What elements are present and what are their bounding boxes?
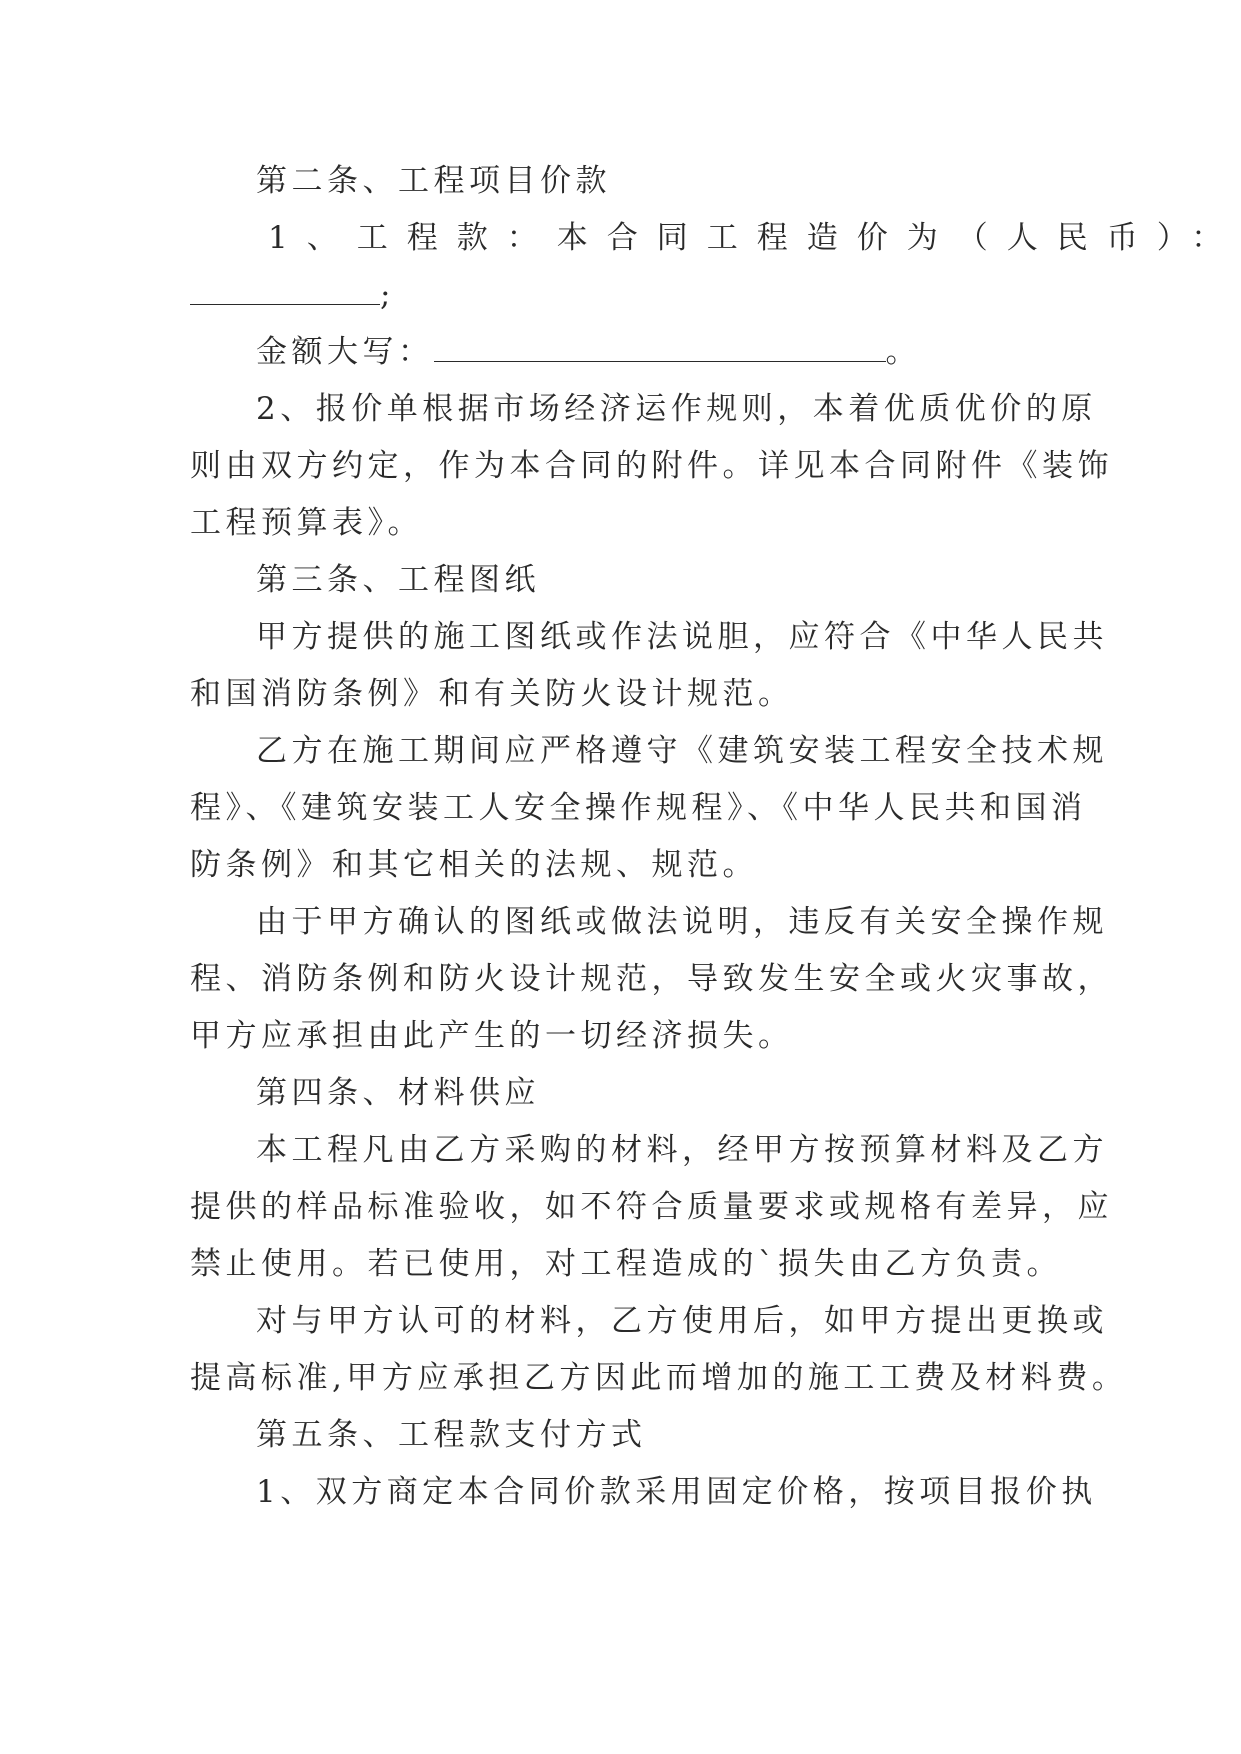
paragraph-line: 程、消防条例和防火设计规范，导致发生安全或火灾事故， [190, 961, 1113, 997]
section-heading-article-3: 第三条、工程图纸 [256, 562, 540, 598]
paragraph-line: 由于甲方确认的图纸或做法说明，违反有关安全操作规 [256, 904, 1108, 940]
section-heading-article-2: 第二条、工程项目价款 [256, 163, 611, 199]
paragraph-line: 防条例》和其它相关的法规、规范。 [190, 847, 758, 883]
section-heading-article-4: 第四条、材料供应 [256, 1075, 540, 1111]
paragraph-line: 禁止使用。若已使用，对工程造成的`损失由乙方负责。 [190, 1246, 1062, 1282]
paragraph-line: 1、双方商定本合同价款采用固定价格，按项目报价执 [256, 1474, 1097, 1510]
paragraph-line: 2、报价单根据市场经济运作规则，本着优质优价的原 [256, 391, 1097, 427]
amount-blank-line [190, 267, 1052, 324]
paragraph-line: 本工程凡由乙方采购的材料，经甲方按预算材料及乙方 [256, 1132, 1108, 1168]
paragraph-line: 和国消防条例》和有关防火设计规范。 [190, 676, 794, 712]
paragraph-line: 1、工程款：本合同工程造价为（人民币）： [268, 220, 1241, 256]
section-heading-article-5: 第五条、工程款支付方式 [256, 1417, 647, 1453]
paragraph-line: 甲方应承担由此产生的一切经济损失。 [190, 1018, 794, 1054]
document-body [190, 153, 1241, 1521]
paragraph-line: 提供的样品标准验收，如不符合质量要求或规格有差异，应 [190, 1189, 1113, 1225]
paragraph-line: 提高标准,甲方应承担乙方因此而增加的施工工费及材料费。 [190, 1360, 1128, 1396]
period: 。 [885, 334, 921, 370]
amount-in-words-line [190, 324, 1052, 381]
paragraph-line: 乙方在施工期间应严格遵守《建筑安装工程安全技术规 [256, 733, 1108, 769]
paragraph-line: 工程预算表》。 [190, 505, 423, 541]
paragraph-line: 甲方提供的施工图纸或作法说胆，应符合《中华人民共 [256, 619, 1108, 655]
paragraph-line: 程》、《建筑安装工人安全操作规程》、《中华人民共和国消 [190, 790, 1087, 826]
amount-in-words-label: 金额大写： [256, 334, 434, 370]
paragraph-line: 则由双方约定，作为本合同的附件。详见本合同附件《装饰 [190, 448, 1113, 484]
amount-in-words-blank [434, 327, 886, 362]
paragraph-line: 对与甲方认可的材料，乙方使用后，如甲方提出更换或 [256, 1303, 1108, 1339]
amount-blank [190, 270, 380, 305]
semicolon: ; [380, 277, 395, 313]
